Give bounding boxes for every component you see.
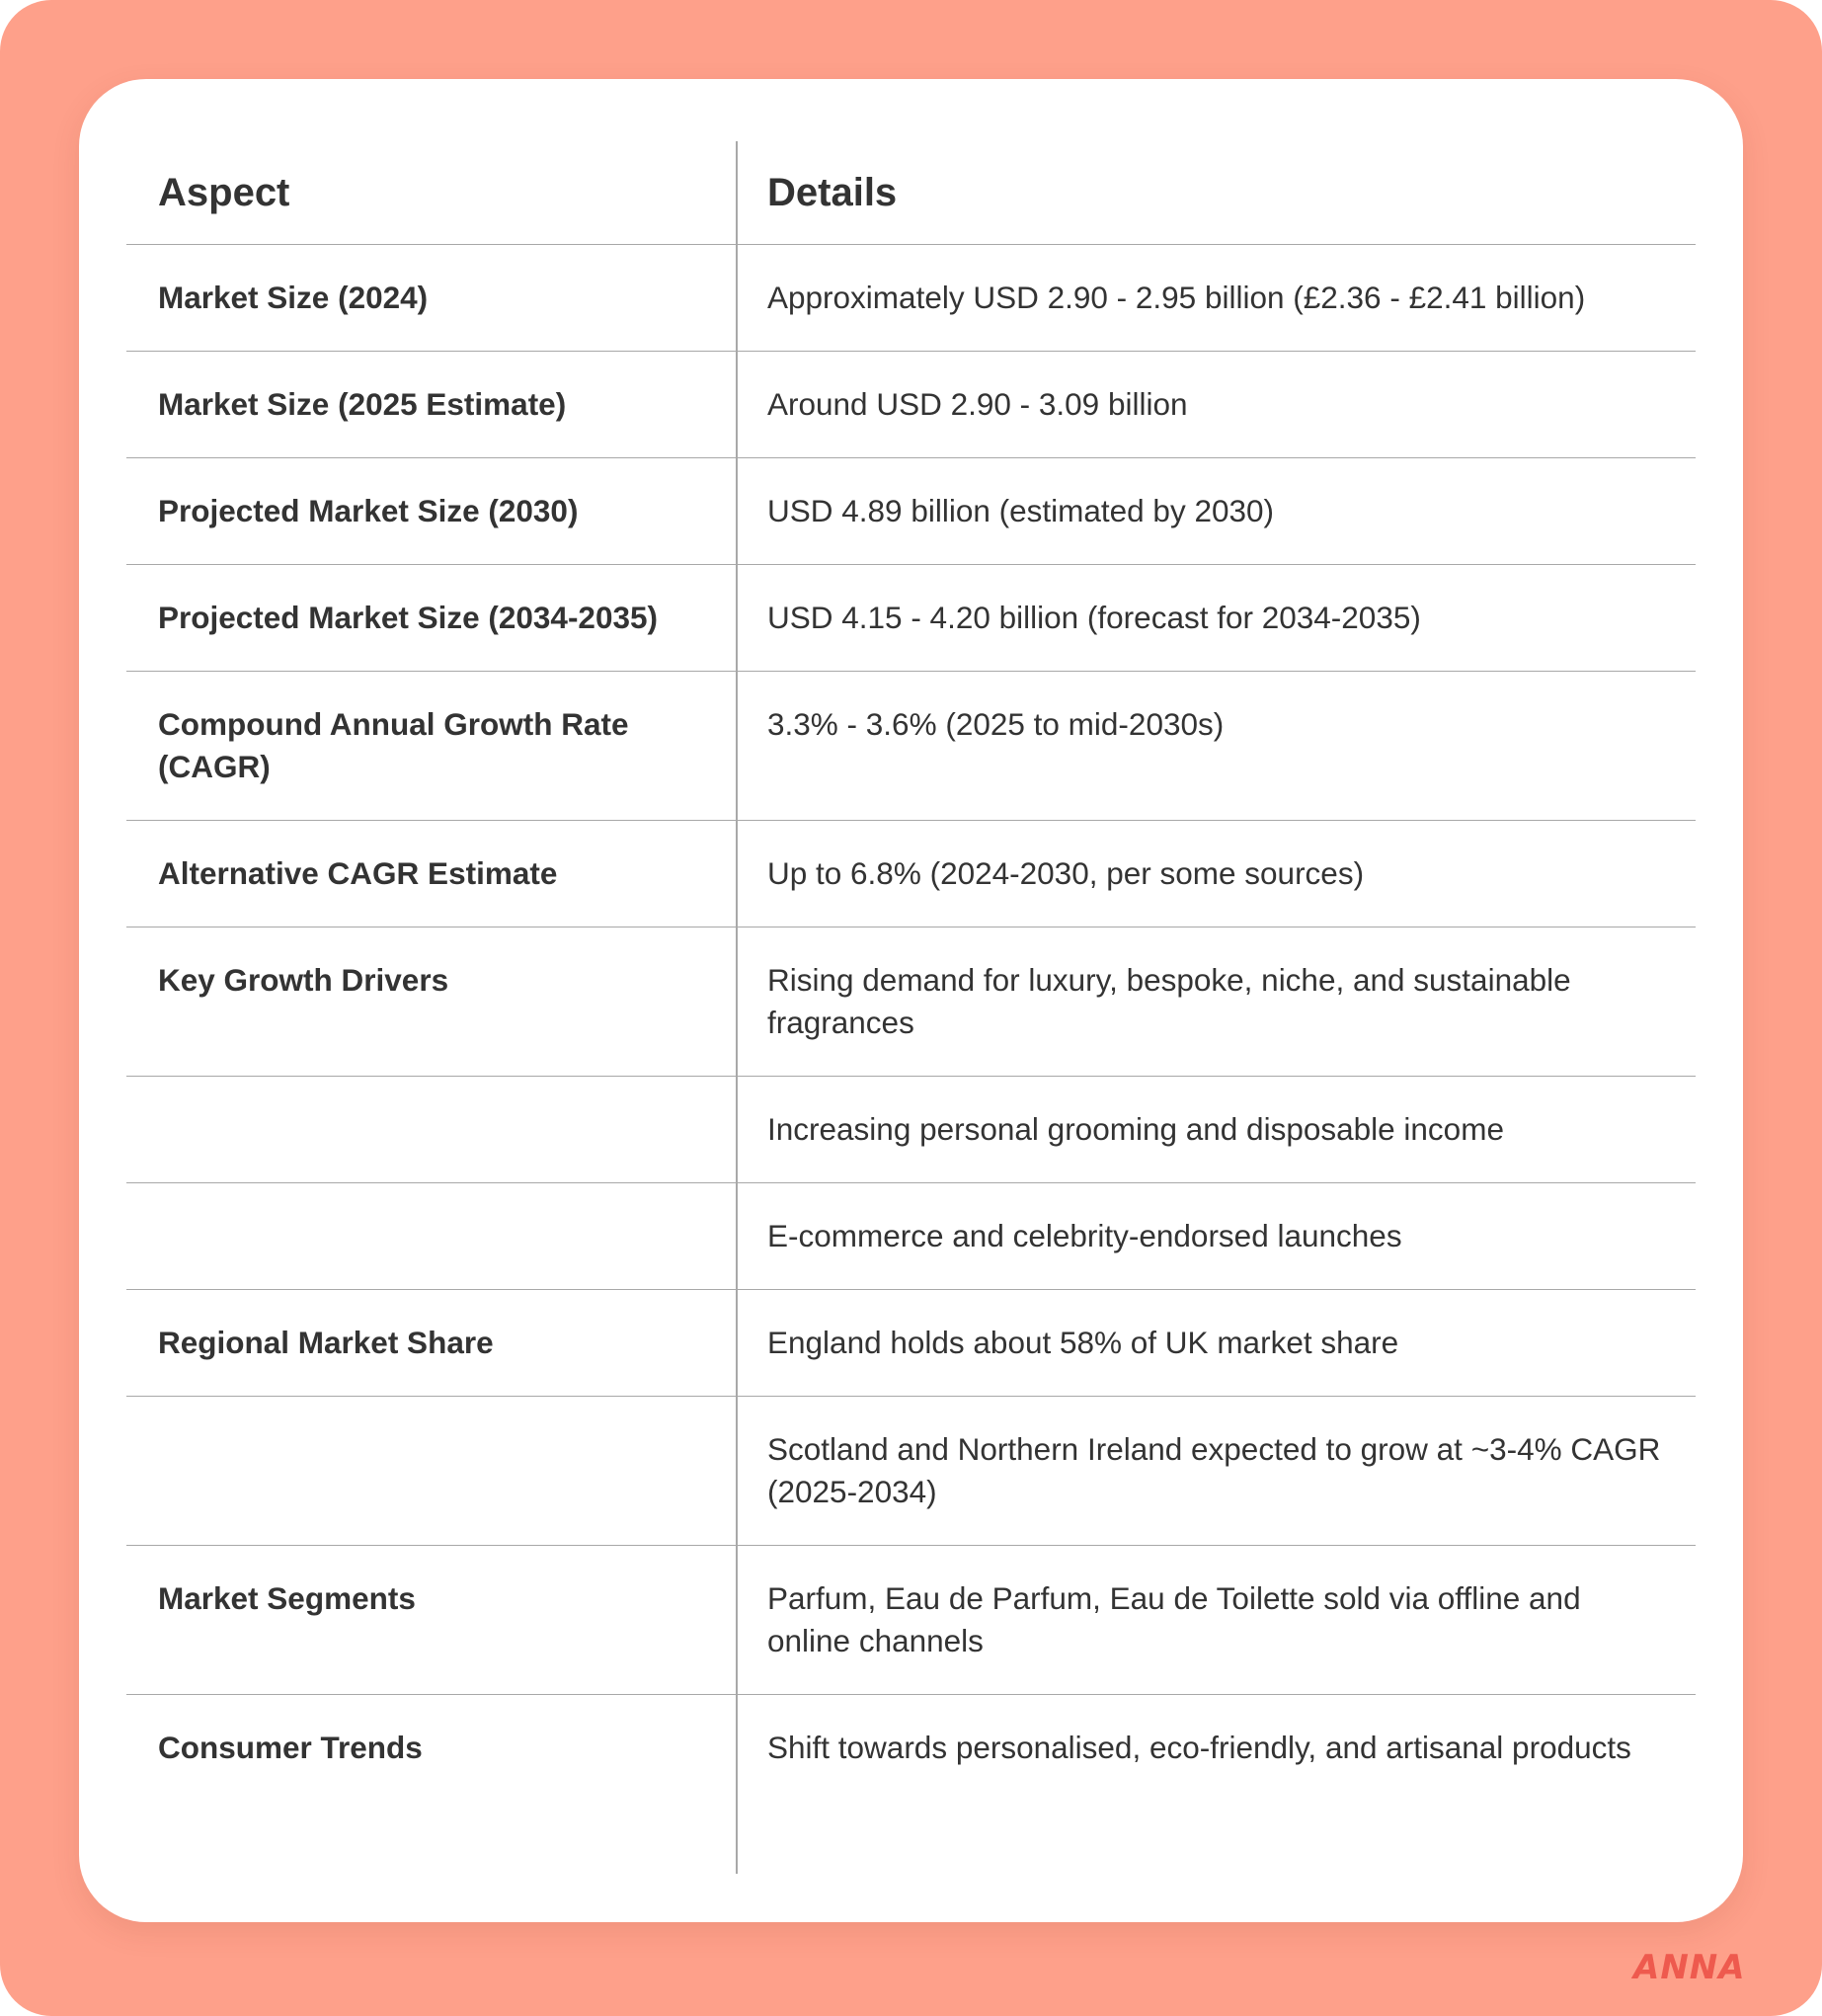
anna-logo: ANNA xyxy=(1633,1948,1746,1987)
table-row xyxy=(126,458,1696,565)
details-cell: Parfum, Eau de Parfum, Eau de Toilette sold via offline and online channels xyxy=(736,1546,1696,1695)
details-cell: 3.3% - 3.6% (2025 to mid-2030s) xyxy=(736,672,1696,821)
aspect-cell: Projected Market Size (2034-2035) xyxy=(126,565,736,672)
table-row xyxy=(126,672,1696,821)
table-row xyxy=(126,1290,1696,1397)
table-row xyxy=(126,1183,1696,1290)
aspect-cell xyxy=(126,1183,736,1290)
aspect-cell xyxy=(126,1077,736,1183)
details-cell: Around USD 2.90 - 3.09 billion xyxy=(736,352,1696,458)
table-header-row xyxy=(126,141,1696,245)
aspect-cell: Projected Market Size (2030) xyxy=(126,458,736,565)
table-row xyxy=(126,821,1696,927)
table-row xyxy=(126,927,1696,1077)
details-cell: Up to 6.8% (2024-2030, per some sources) xyxy=(736,821,1696,927)
details-cell: Rising demand for luxury, bespoke, niche, and sustainable fragrances xyxy=(736,927,1696,1077)
details-cell: USD 4.15 - 4.20 billion (forecast for 2034-2035) xyxy=(736,565,1696,672)
aspect-cell: Compound Annual Growth Rate (CAGR) xyxy=(126,672,736,821)
details-cell: England holds about 58% of UK market share xyxy=(736,1290,1696,1397)
header-aspect: Aspect xyxy=(126,141,736,245)
aspect-cell: Alternative CAGR Estimate xyxy=(126,821,736,927)
details-cell: E-commerce and celebrity-endorsed launches xyxy=(736,1183,1696,1290)
details-cell: USD 4.89 billion (estimated by 2030) xyxy=(736,458,1696,565)
table-row xyxy=(126,1695,1696,1802)
table-row xyxy=(126,245,1696,352)
aspect-cell: Key Growth Drivers xyxy=(126,927,736,1077)
details-cell: Increasing personal grooming and disposable income xyxy=(736,1077,1696,1183)
header-details: Details xyxy=(736,141,1696,245)
aspect-cell: Regional Market Share xyxy=(126,1290,736,1397)
table-row xyxy=(126,1077,1696,1183)
aspect-cell: Market Size (2024) xyxy=(126,245,736,352)
details-cell: Shift towards personalised, eco-friendly, and artisanal products xyxy=(767,1730,1631,1765)
details-cell: Approximately USD 2.90 - 2.95 billion (£2.36 - £2.41 billion) xyxy=(736,245,1696,352)
details-cell: Scotland and Northern Ireland expected to grow at ~3-4% CAGR (2025-2034) xyxy=(736,1397,1696,1546)
table-row xyxy=(126,1546,1696,1695)
aspect-cell xyxy=(126,1397,736,1546)
table-row xyxy=(126,352,1696,458)
market-overview-table xyxy=(126,141,1696,1801)
aspect-cell: Market Segments xyxy=(126,1546,736,1695)
aspect-cell: Consumer Trends xyxy=(158,1730,423,1765)
table-row xyxy=(126,1397,1696,1546)
table-row xyxy=(126,565,1696,672)
aspect-cell: Market Size (2025 Estimate) xyxy=(126,352,736,458)
